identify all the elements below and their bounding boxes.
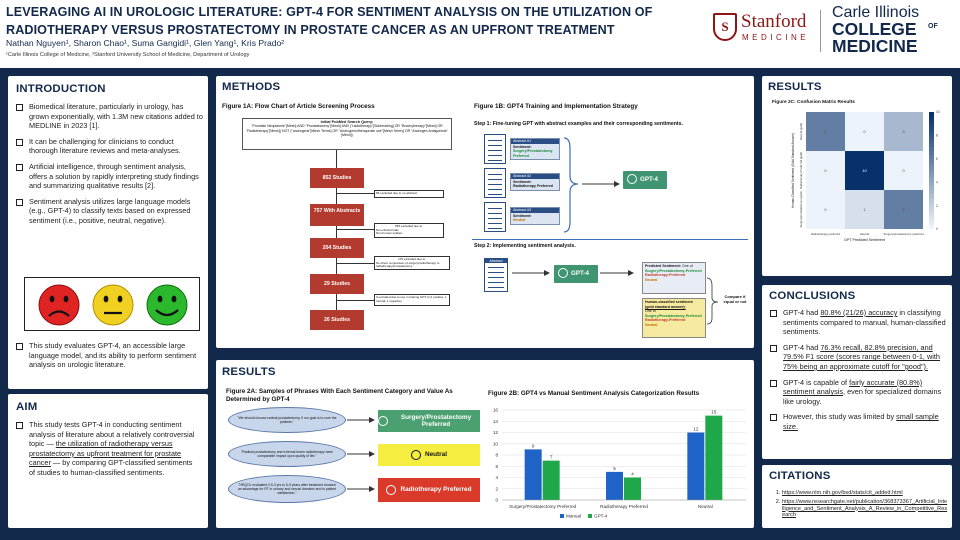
matrix-value: 0 — [902, 168, 905, 173]
data-label: 5 — [613, 465, 616, 471]
colorbar-segment — [929, 206, 934, 210]
x-tick-label: Neutral — [697, 504, 713, 509]
colorbar-label: 2 — [936, 203, 938, 208]
category-neutral — [378, 444, 480, 466]
gpt4-box-implement — [554, 265, 598, 283]
citation-2[interactable] — [782, 499, 948, 519]
row-label: Neutral (gold) — [799, 123, 803, 140]
c4-ul: small sample size. — [783, 412, 939, 431]
aim-text-post: — by comparing GPT-classified sentiments of studies to human-classified sentiments. — [29, 458, 193, 477]
flow-arrow — [336, 294, 337, 310]
results-heading: RESULTS — [222, 366, 276, 378]
col-label: Radiotherapy preferred — [811, 232, 840, 236]
fig1b-title: Figure 1B: GPT4 Training and Implementation Strategy — [474, 103, 638, 110]
happy-face-icon — [147, 285, 187, 325]
c2-pre: GPT-4 had — [783, 342, 821, 352]
flow-box-29: 29 Studies — [310, 274, 364, 294]
introduction-list-2 — [16, 341, 204, 376]
intro-bullet-1: Biomedical literature, particularly in urology, has grown exponentially, with 1.3M new citations added to MEDLINE in 2023 [1]. — [16, 102, 204, 131]
colorbar-segment — [929, 124, 934, 128]
flow-arrow — [336, 226, 337, 238]
c2-ul: 76.3% recall, 82.8% precision, and 79.5% F1 score (scores range between 0-1, with 75% being an approximate cutoff for "good"). — [783, 342, 940, 371]
matrix-value: 0 — [824, 168, 827, 173]
conclusion-1 — [770, 308, 946, 337]
y-tick-label: 12 — [492, 430, 498, 436]
option-radiotherapy: Radiotherapy-Preferred — [645, 318, 686, 323]
pubmed-query-box — [242, 118, 452, 150]
step-divider — [472, 239, 748, 240]
predicted-sentiment-box — [642, 262, 706, 294]
colorbar-segment — [929, 151, 934, 155]
data-label: 12 — [693, 426, 699, 432]
matrix-value: 1 — [863, 207, 866, 212]
colorbar-segment — [929, 116, 934, 120]
conclusion-4 — [770, 412, 946, 431]
results-panel — [216, 360, 754, 528]
abstract-document-icon — [484, 134, 506, 164]
openai-icon — [627, 174, 637, 184]
gpt4-label: GPT-4 — [571, 270, 589, 277]
carle-of: OF — [928, 23, 938, 30]
conclusions-heading: CONCLUSIONS — [769, 290, 856, 302]
phrase-oval-1: "We should choose radical prostatectomy, if our goal is to cure the patients." — [228, 407, 346, 433]
option-surgery: Surgery/Prostatectomy-Preferred — [645, 268, 702, 273]
c1-ul: 80.8% (21/26) accuracy — [820, 308, 898, 317]
colorbar-segment — [929, 167, 934, 171]
abstract-label-3 — [510, 207, 560, 225]
flow-box-852: 852 Studies — [310, 168, 364, 188]
colorbar-segment — [929, 135, 934, 139]
aim-text — [16, 420, 200, 478]
bar-gpt-4 — [543, 461, 560, 500]
colorbar-segment — [929, 182, 934, 186]
colorbar-segment — [929, 120, 934, 124]
compare-brace — [706, 276, 720, 326]
exclusion-2 — [374, 223, 444, 238]
y-tick-label: 16 — [492, 407, 498, 413]
abstract-document-icon — [484, 168, 506, 198]
step1-label: Step 1: Fine-tuning GPT with abstract examples and their corresponding sentiments. — [474, 121, 683, 127]
y-tick-label: 14 — [492, 418, 498, 424]
conclusions-list — [770, 308, 946, 438]
authors: Nathan Nguyen¹, Sharon Chao¹, Suma Gangidi¹, Glen Yang¹, Kris Prado² — [6, 38, 285, 48]
faces-svg — [25, 278, 201, 332]
intro-bullet-3: Artificial intelligence, through sentiment analysis, offers a solution by rapidly interpreting study findings and summarizing qualitative results [2]. — [16, 162, 204, 191]
methods-panel — [216, 76, 754, 348]
training-brace-arrow — [562, 136, 622, 236]
flow-box-757: 757 With Abstracts — [310, 204, 364, 226]
openai-icon — [558, 268, 568, 278]
category-surgery-label: Surgery/Prostatectomy Preferred — [400, 413, 472, 428]
colorbar-segment — [929, 213, 934, 217]
conclusion-3 — [770, 378, 946, 407]
y-tick-label: 8 — [495, 452, 498, 458]
affiliations: ¹Carle Illinois College of Medicine, ²Stanford University School of Medicine, Department of Urology — [6, 52, 250, 58]
human-sub: (gold standard answer): — [645, 304, 686, 309]
exclusion-2-title: 553 excluded due to: — [395, 224, 423, 228]
bar-manual — [525, 449, 542, 500]
category-neutral-label: Neutral — [424, 451, 448, 459]
methods-heading: METHODS — [222, 81, 281, 93]
abstract-document-icon — [484, 202, 506, 232]
title-line-1: LEVERAGING AI IN UROLOGIC LITERATURE: GPT-4 FOR SENTIMENT ANALYSIS ON THE UTILIZATION OF — [6, 5, 653, 19]
flow-arrow — [336, 300, 374, 301]
stanford-name: Stanford — [741, 11, 807, 32]
citations-panel — [762, 465, 952, 528]
y-axis-title: Human Classified Sentiment (Gold Standard Answer) — [791, 132, 795, 209]
flow-arrow — [336, 193, 374, 194]
predicted-suffix: One of — [681, 264, 693, 268]
abstract-3-sentiment: Neutral — [513, 218, 526, 222]
exclusion-3-title: 175 excluded due to: — [398, 257, 426, 261]
neutral-face-icon — [93, 285, 133, 325]
fig2c-title: Figure 2C: Confusion Matrix Results — [772, 100, 855, 105]
exclusion-2-item: Non-clinical trials — [376, 227, 399, 232]
colorbar-segment — [929, 163, 934, 167]
matrix-value: 6 — [902, 207, 905, 212]
confusion-matrix — [768, 106, 948, 272]
intro-bullet-4: Sentiment analysis utilizes large language models (e.g., GPT-4) to classify texts based on expressed sentiment (i.e., positive, neutral, negative). — [16, 197, 204, 226]
logo-divider — [820, 10, 821, 52]
bar-manual — [687, 433, 704, 501]
poster-header — [0, 0, 960, 68]
abstract-1-sentiment: Surgery/Prostatectomy Preferred — [513, 149, 553, 158]
matrix-value: 10 — [862, 168, 867, 173]
abstract-2-name: Abstract #2 — [511, 174, 559, 179]
colorbar-segment — [929, 210, 934, 214]
query-title: Initial PubMed Search Query: — [320, 120, 374, 124]
query-text: "Prostatic Neoplasms"[Mesh] AND "Prostatectomy"[Mesh] AND ("radiotherapy"[Subheading] OR "Brachytherapy"[Mesh] OR "Radiotherapy"[Mesh]) NOT ("androgens"[Mesh Terms] OR "Androgens/therapeutic use"[Mesh Terms] OR "Androgen Antagonists"[Mesh]) — [246, 124, 448, 138]
conclusions-panel — [762, 285, 952, 459]
compare-label: Compare if equal or not — [723, 294, 747, 304]
abstract-3-name: Abstract #3 — [511, 208, 559, 213]
bar-gpt-4 — [624, 478, 641, 501]
colorbar-segment — [929, 159, 934, 163]
row-label: Surgery/prostatectomy (gold) — [799, 191, 803, 228]
colorbar-label: 4 — [936, 180, 938, 185]
colorbar-segment — [929, 225, 934, 229]
col-label: Surgery/prostatectomy preferred — [883, 232, 924, 236]
data-label: 15 — [711, 409, 717, 415]
colorbar-segment — [929, 190, 934, 194]
colorbar-segment — [929, 143, 934, 147]
exclusion-4: 3 excluded due to use in training GPT-4 (1 positive, 1 neutral, 1 negative) — [374, 294, 450, 306]
sad-face-icon — [39, 285, 79, 325]
colorbar-segment — [929, 174, 934, 178]
colorbar-segment — [929, 155, 934, 159]
citations-list — [768, 490, 948, 521]
citation-1[interactable] — [782, 490, 948, 497]
fig1a-title: Figure 1A: Flow Chart of Article Screening Process — [222, 103, 375, 110]
citation-1-link[interactable]: https://www.nlm.nih.gov/bsd/stats/cit_added.html — [782, 490, 903, 496]
intro-bullet-5: This study evaluates GPT-4, an accessible large language model, and its ability to perform sentiment analysis on urologic literature. — [16, 341, 204, 370]
fig2a-title: Figure 2A: Samples of Phrases With Each Sentiment Category and Value As Determined by GPT-4 — [226, 388, 453, 403]
matrix-value: 3 — [902, 129, 905, 134]
matrix-value: 6 — [824, 129, 827, 134]
abstract-2-sentiment-label: Sentiment: — [513, 179, 532, 184]
openai-icon — [411, 450, 421, 460]
abstract-3-sentiment-label: Sentiment: — [513, 213, 532, 218]
x-tick-label: Surgery/Prostatectomy Preferred — [509, 504, 577, 509]
colorbar-segment — [929, 171, 934, 175]
colorbar-label: 6 — [936, 157, 938, 161]
step2-label: Step 2: Implementing sentiment analysis. — [474, 243, 576, 249]
flow-box-204: 204 Studies — [310, 238, 364, 258]
legend-label: Manual — [566, 513, 582, 519]
c3-pre: GPT-4 is capable of — [783, 377, 850, 387]
bar-chart — [480, 402, 752, 526]
abstract-2-sentiment: Radiotherapy Preferred — [513, 184, 553, 188]
stanford-medicine-logo — [713, 11, 817, 45]
abstract-tag: Abstract — [485, 259, 507, 263]
aim-panel — [8, 394, 208, 528]
data-label: 7 — [549, 454, 553, 460]
legend-swatch — [560, 514, 564, 518]
legend-swatch — [588, 514, 592, 518]
colorbar-segment — [929, 194, 934, 198]
flow-arrow — [336, 229, 374, 230]
flow-arrow — [336, 258, 337, 274]
human-suffix: One of — [645, 309, 656, 314]
arrow-to-gpt — [512, 266, 552, 280]
introduction-list — [16, 102, 204, 232]
predicted-title: Predicted Sentiment: — [645, 264, 681, 268]
human-title: Human-classified sentiment — [645, 300, 693, 304]
poster-title — [6, 3, 706, 39]
abstract-document-icon — [484, 258, 508, 292]
y-tick-label: 2 — [495, 486, 498, 492]
colorbar-label: 10 — [936, 110, 940, 115]
x-tick-label: Radiotherapy Preferred — [600, 504, 648, 509]
matrix-value: 0 — [824, 207, 827, 212]
carle-illinois-logo — [832, 4, 956, 55]
row-label: Radiotherapy Preferred (gold) — [799, 151, 803, 190]
category-radiotherapy-label: Radiotherapy Preferred — [400, 486, 472, 494]
introduction-heading: INTRODUCTION — [16, 83, 106, 95]
citations-heading: CITATIONS — [769, 470, 831, 482]
c1-post: in classifying sentiments compared to manual, human-classified sentiments. — [783, 308, 946, 337]
abstract-1-sentiment-label: Sentiment: — [513, 144, 532, 149]
phrase-oval-2: "Radical prostatectomy and external beam radiotherapy have comparable impact upon quality of life." — [228, 441, 346, 467]
c3-post: , even for specialized domains like urology. — [783, 387, 942, 406]
colorbar-segment — [929, 139, 934, 143]
intro-bullet-2: It can be challenging for clinicians to conduct thorough literature reviews and meta-analyses. — [16, 137, 204, 156]
colorbar-segment — [929, 202, 934, 206]
results-right-heading: RESULTS — [768, 81, 822, 93]
results-right-panel — [762, 76, 952, 276]
phrase-arrows — [347, 407, 377, 507]
stanford-medicine-text: MEDICINE — [742, 33, 810, 42]
colorbar-segment — [929, 112, 934, 116]
option-surgery: Surgery/Prostatectomy-Preferred — [645, 313, 702, 318]
colorbar-segment — [929, 198, 934, 202]
flow-arrow — [336, 188, 337, 204]
category-radiotherapy — [378, 478, 480, 502]
option-radiotherapy: Radiotherapy-Preferred — [645, 273, 686, 278]
colorbar-segment — [929, 128, 934, 132]
stanford-seal-icon: S — [713, 13, 737, 41]
c4-pre: However, this study was limited by — [783, 412, 897, 422]
bar-gpt-4 — [705, 416, 722, 500]
fig2b-title: Figure 2B: GPT4 vs Manual Sentiment Analysis Categorization Results — [488, 390, 700, 397]
data-label: 4 — [631, 471, 634, 477]
title-line-2: RADIOTHERAPY VERSUS PROSTATECTOMY IN PROSTATE CANCER AS AN UPFRONT TREATMENT — [6, 23, 615, 37]
carle-medicine: MEDICINE — [832, 36, 918, 56]
col-label: Neutral — [859, 232, 870, 236]
conclusion-2 — [770, 343, 946, 372]
x-axis-title: GPT Predicted Sentiment — [844, 238, 885, 242]
colorbar-segment — [929, 221, 934, 225]
exclusion-3-item: No direct comparison of surgery/radiotherapy to radiotherapy/prostatectomy — [376, 260, 440, 269]
aim-text-underlined: the utilization of radiotherapy versus prostatectomy as upfront treatment for prostate cancer — [29, 439, 182, 468]
gpt4-label: GPT-4 — [640, 176, 658, 183]
flow-box-26: 26 Studies — [310, 310, 364, 330]
bar-manual — [606, 472, 623, 500]
colorbar-segment — [929, 147, 934, 151]
colorbar-segment — [929, 217, 934, 221]
matrix-value: 0 — [863, 129, 866, 134]
exclusion-1: 95 excluded due to no abstract — [374, 190, 444, 198]
abstract-label-2 — [510, 173, 560, 191]
citation-2-link[interactable]: https://www.researchgate.net/publication/368373367_Artificial_Intelligence_and_Sentiment_Analysis_A_Review_in_Competitive_Research — [782, 498, 948, 519]
abstract-1-name: Abstract #1 — [511, 139, 559, 144]
gpt4-box-train — [623, 171, 667, 189]
sentiment-faces — [24, 277, 200, 331]
legend-label: GPT-4 — [594, 513, 608, 519]
category-surgery — [378, 410, 480, 432]
y-tick-label: 6 — [495, 463, 498, 469]
exclusion-3 — [374, 256, 450, 270]
flow-arrow — [336, 150, 337, 168]
openai-icon — [378, 416, 388, 426]
human-sentiment-box — [642, 298, 706, 338]
y-tick-label: 10 — [492, 441, 498, 447]
phrase-oval-3: "HRQOL evaluated 0.5-3 yrs to 6-5 years after treatment showed an advantage for RT in urinary and sexual domains and in patient satisfaction." — [228, 475, 346, 503]
y-tick-label: 0 — [495, 497, 498, 503]
flow-arrow — [336, 263, 374, 264]
data-label: 9 — [531, 443, 535, 449]
colorbar-label: 8 — [936, 133, 938, 138]
exclusion-2-item: Non-human studies — [376, 231, 403, 236]
colorbar-segment — [929, 132, 934, 136]
introduction-panel — [8, 76, 208, 389]
arrow-to-prediction — [600, 266, 640, 280]
option-neutral: Neutral — [645, 277, 658, 282]
y-tick-label: 4 — [495, 475, 498, 481]
carle-line-1: Carle Illinois — [832, 4, 920, 21]
c3-ul: fairly accurate (80.8%) sentiment analysis — [783, 377, 923, 397]
colorbar-segment — [929, 186, 934, 190]
aim-text-pre: This study tests GPT-4 in conducting sentiment analysis of literature about a relatively controversial topic — — [29, 420, 195, 449]
abstract-label-1 — [510, 138, 560, 160]
carle-line-3 — [832, 38, 956, 55]
option-neutral: Neutral — [645, 322, 658, 327]
aim-list — [16, 420, 200, 484]
aim-heading: AIM — [16, 401, 38, 413]
openai-icon — [386, 485, 396, 495]
colorbar-label: 0 — [936, 227, 938, 232]
carle-line-2: COLLEGE — [832, 19, 917, 39]
c1-pre: GPT-4 had — [783, 308, 821, 317]
colorbar-segment — [929, 178, 934, 182]
